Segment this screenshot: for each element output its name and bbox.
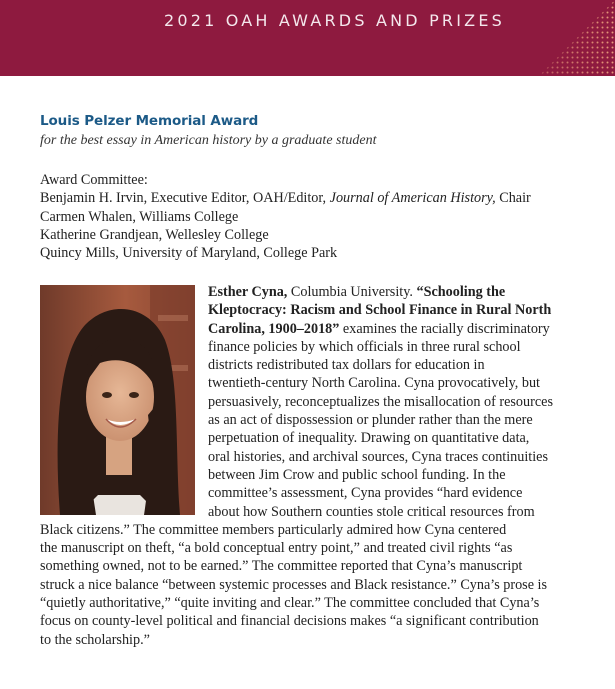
- text-line: as an act of dispossession or plunder rather than the mere: [208, 412, 533, 429]
- dot-pattern-decoration: [495, 0, 615, 76]
- text-line: something owned, not to be earned.” The committee reported that Cyna’s manuscript: [40, 558, 523, 575]
- text-line: committee’s assessment, Cyna provides “hard evidence: [208, 485, 523, 502]
- text-line: Esther Cyna, Columbia University. “Schooling the: [208, 284, 506, 300]
- text-line: finance policies by which officials in three rural school: [208, 338, 521, 355]
- winner-affiliation: Columbia University.: [287, 284, 417, 300]
- winner-description: [40, 283, 575, 649]
- text-line: Black citizens.” The committee members particularly admired how Cyna centered: [40, 521, 507, 538]
- text-line: twentieth-century North Carolina. Cyna provocatively, but: [208, 375, 540, 392]
- text-line: about how Southern counties stole critical resources from: [208, 503, 535, 520]
- text-line: persuasively, reconceptualizes the misallocation of resources: [208, 393, 553, 410]
- award-title: Louis Pelzer Memorial Award: [40, 113, 259, 129]
- text-line: Kleptocracy: Racism and School Finance in Rural North: [208, 302, 552, 319]
- committee-member: Katherine Grandjean, Wellesley College: [40, 226, 269, 243]
- photo-spacer: [40, 283, 208, 515]
- banner-title: 2021 OAH AWARDS AND PRIZES: [163, 11, 505, 30]
- text-line: Carolina, 1900–2018” examines the racially discriminatory: [208, 320, 550, 337]
- text-line: focus on county-level political and financial decisions makes “a significant contribution: [40, 613, 539, 630]
- committee-heading: Award Committee:: [40, 172, 148, 188]
- text-line: to the scholarship.”: [40, 631, 150, 648]
- committee-member: Carmen Whalen, Williams College: [40, 208, 239, 225]
- award-subtitle: for the best essay in American history by a graduate student: [40, 133, 377, 148]
- committee-member: Quincy Mills, University of Maryland, College Park: [40, 245, 338, 262]
- text-line: struck a nice balance “between systemic processes and Black resistance.” Cyna’s prose is: [40, 576, 548, 593]
- text-line: perpetuation of inequality. Drawing on quantitative data,: [208, 430, 530, 447]
- text-line: oral histories, and archival sources, Cyna traces continuities: [208, 448, 549, 465]
- text-line: between Jim Crow and public school funding. In the: [208, 466, 506, 483]
- winner-name: Esther Cyna,: [208, 284, 288, 300]
- committee-member: Benjamin H. Irvin, Executive Editor, OAH/Editor, Journal of American History, Chair: [40, 190, 531, 207]
- text-line: districts redistributed tax dollars for education in: [208, 357, 485, 374]
- text-line: the manuscript on theft, “a bold conceptual entry point,” and treated civil rights “as: [40, 540, 513, 557]
- award-committee: [40, 171, 531, 262]
- header-banner: [0, 0, 615, 76]
- text-line: “quietly authoritative,” “quite inviting and clear.” The committee concluded that Cyna’s: [40, 595, 540, 612]
